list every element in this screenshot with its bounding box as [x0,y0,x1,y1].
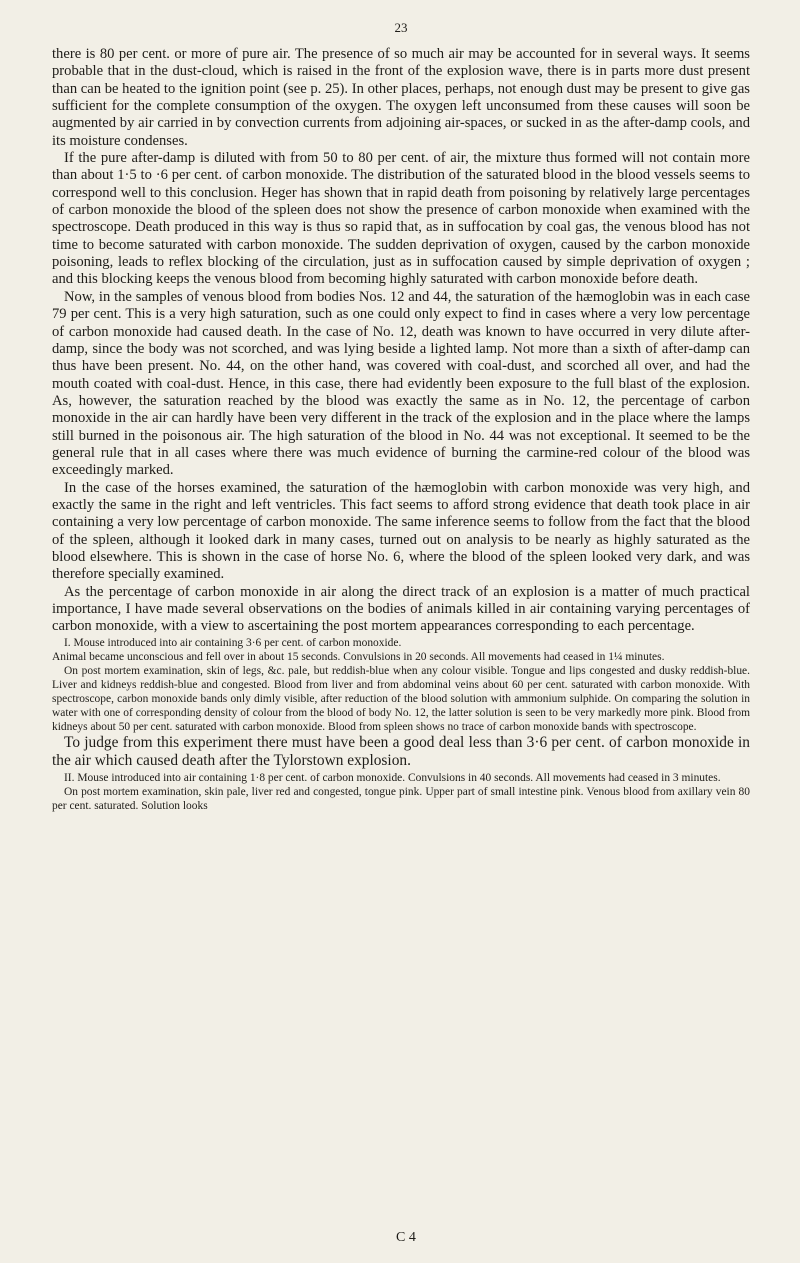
experiment-two [52,771,750,813]
experiment-heading: I. Mouse introduced into air containing 3·6 per cent. of carbon monoxide. [64,636,402,649]
experiment-note: On post mortem examination, skin pale, liver red and congested, tongue pink. Upper part of small intestine pink. Venous blood from axillary vein 80 per cent. saturated. Solution looks [52,785,750,812]
page-number: 23 [394,20,408,35]
experiment-one [52,636,750,734]
experiment-heading: II. Mouse introduced into air containing 1·8 per cent. of carbon monoxide. Convulsions in 40 seconds. All movements had ceased in 3 minutes. [64,771,721,784]
main-body [52,46,750,636]
signature-mark: C 4 [396,1230,416,1245]
paragraph: As the percentage of carbon monoxide in air along the direct track of an explosion is a matter of much practical importance, I have made several observations on the bodies of animals killed in air containing varying percentages of carbon monoxide, with a view to ascertaining the post mortem appearances corresponding to each percentage. [52,583,750,635]
paragraph: In the case of the horses examined, the saturation of the hæmoglobin with carbon monoxide was very high, and exactly the same in the right and left ventricles. This fact seems to afford strong evidence that death took place in air containing a very low percentage of carbon monoxide. The same inference seems to follow from the fact that the blood of the spleen, although it looked dark in many cases, turned out on analysis to be nearly as highly saturated as the blood elsewhere. This is shown in the case of horse No. 6, where the blood of the spleen looked very dark, and was therefore specially examined. [52,479,750,583]
experiment-note: On post mortem examination, skin of legs, &c. pale, but reddish-blue when any colour visible. Tongue and lips congested and dusky reddish-blue. Liver and kidneys reddish-blue and congested. Blood from liver and from abdominal veins about 60 per cent. saturated with carbon monoxide. With spectroscope, carbon monoxide bands only dimly visible, after reduction of the blood solution with ammonium sulphide. On comparing the solution in water with one of corresponding density of colour from the blood of body No. 12, the latter solution is seen to be very markedly more pink. Blood from kidneys about 50 per cent. saturated with carbon monoxide. Blood from spleen shows no trace of carbon monoxide bands with spectroscope. [52,664,750,733]
paragraph: If the pure after-damp is diluted with from 50 to 80 per cent. of air, the mixture thus formed will not contain more than about 1·5 to ·6 per cent. of carbon monoxide. The distribution of the saturated blood in the blood vessels seems to correspond well to this conclusion. Heger has shown that in rapid death from poisoning by relatively large percentages of carbon monoxide the blood of the spleen does not show the presence of carbon monoxide when examined with the spectroscope. Death produced in this way is thus so rapid that, as in suffocation by coal gas, the venous blood has not time to become saturated with carbon monoxide. The sudden deprivation of oxygen, caused by the carbon monoxide poisoning, leads to reflex blocking of the circulation, just as in suffocation caused by simple deprivation of oxygen ; and this blocking keeps the venous blood from becoming highly saturated with carbon monoxide before death. [52,150,750,288]
paragraph: Now, in the samples of venous blood from bodies Nos. 12 and 44, the saturation of the hæmoglobin was in each case 79 per cent. This is a very high saturation, such as one could only expect to find in cases where a very low percentage of carbon monoxide had caused death. In the case of No. 12, death was known to have occurred in very dilute after-damp, since the body was not scorched, and was lying beside a lighted lamp. Not more than a sixth of after-damp can thus have been present. No. 44, on the other hand, was covered with coal-dust, and scorched all over, and had the mouth coated with coal-dust. Hence, in this case, there had evidently been exposure to the full blast of the explosion. As, however, the saturation reached by the blood was exactly the same as in No. 12, the percentage of carbon monoxide in the air can hardly have been very different in the track of the explosion and in the place where the lamps still burned in the poisonous air. The high saturation of the blood in No. 44 was not exceptional. It seemed to be the general rule that in all cases where there was much evidence of burning the carmine-red colour of the blood was exceedingly marked. [52,288,750,479]
experiment-note: Animal became unconscious and fell over in about 15 seconds. Convulsions in 20 seconds. All movements had ceased in 1¼ minutes. [52,650,665,663]
paragraph: there is 80 per cent. or more of pure air. The presence of so much air may be accounted for in several ways. It seems probable that in the dust-cloud, which is raised in the front of the explosion wave, there is in parts more dust present than can be heated to the ignition point (see p. 25). In other places, perhaps, not enough dust may be present to give gas sufficient for the complete consumption of the oxygen. The oxygen left unconsumed from these causes will soon be augmented by air carried in by convection currents from adjoining air-spaces, or sucked in as the after-damp cools, and its moisture condenses. [52,46,750,149]
conclusion [52,734,750,771]
conclusion-paragraph: To judge from this experiment there must have been a good deal less than 3·6 per cent. of carbon monoxide in the air which caused death after the Tylorstown explosion. [52,733,750,770]
